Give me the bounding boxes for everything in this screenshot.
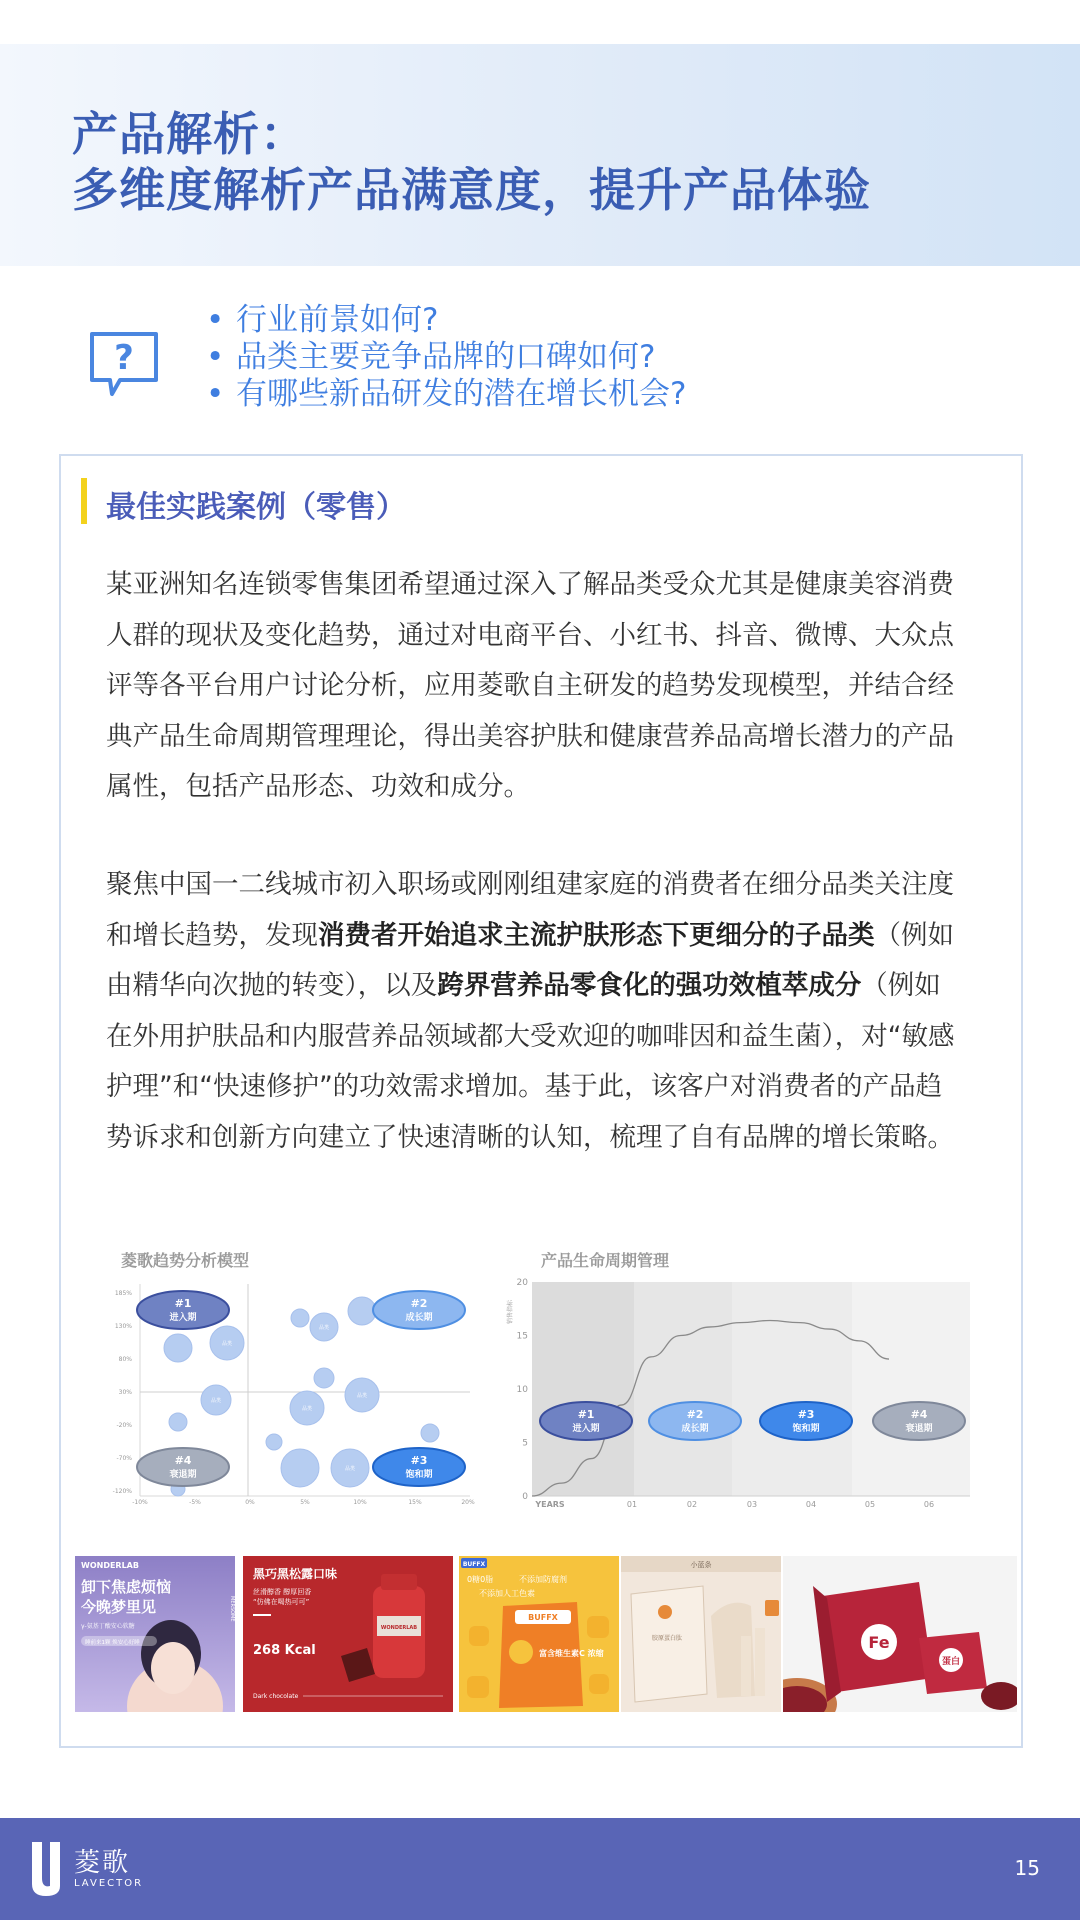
svg-text:今晚梦里见: 今晚梦里见 [81, 1598, 157, 1616]
bubble [164, 1334, 192, 1362]
svg-text:胶原蛋白肽: 胶原蛋白肽 [651, 1635, 683, 1642]
y-axis-label: 销售指标 [507, 1300, 514, 1325]
x-tick: 20% [461, 1499, 475, 1506]
product-thumbnails [75, 1556, 1017, 1712]
x-tick: 10% [353, 1499, 367, 1506]
trend-model-chart [100, 1270, 480, 1510]
bubble-label: 品类 [210, 1398, 222, 1404]
y-tick: 0 [522, 1492, 528, 1502]
svg-text:睡前来1颗 焕安心好睡: 睡前来1颗 焕安心好睡 [85, 1640, 140, 1646]
y-tick: 10 [516, 1385, 528, 1395]
trend-model-caption: 菱歌趋势分析模型 [121, 1251, 250, 1270]
x-tick: -5% [189, 1499, 201, 1506]
svg-text:进入期: 进入期 [169, 1313, 197, 1323]
svg-text:?: ? [114, 338, 134, 378]
svg-text:#2: #2 [686, 1408, 704, 1421]
svg-text:卸下焦虑烦恼: 卸下焦虑烦恼 [81, 1578, 172, 1596]
y-tick: 5 [522, 1438, 528, 1449]
y-tick: -120% [112, 1488, 132, 1495]
svg-text:#1: #1 [174, 1297, 192, 1310]
svg-text:268 Kcal: 268 Kcal [253, 1643, 316, 1658]
x-tick: 06 [923, 1500, 935, 1509]
svg-text:衰退期: 衰退期 [905, 1424, 933, 1434]
svg-text:饱和期: 饱和期 [792, 1424, 820, 1434]
svg-text:WONDERLAB: WONDERLAB [380, 1625, 418, 1631]
bubble-label: 品类 [344, 1466, 356, 1472]
svg-text:富含维生素C 浓缩: 富含维生素C 浓缩 [539, 1649, 604, 1658]
thumbnail-iron-candy [783, 1556, 1017, 1712]
thumbnail-buffx-gummy [459, 1556, 619, 1712]
y-tick: -20% [116, 1422, 132, 1429]
svg-text:MERSOME: MERSOME [229, 1596, 235, 1622]
logo-text-cn: 菱歌 [74, 1848, 131, 1878]
x-tick: -10% [132, 1499, 148, 1506]
case-paragraph-1: 某亚洲知名连锁零售集团希望通过深入了解品类受众尤其是健康美容消费人群的现状及变化趋势，通过对电商平台、小红书、抖音、微博、大众点评等各平台用户讨论分析，应用菱歌自主研发的趋势发现模型，并结合经典产品生命周期管理理论，得出美容护肤和健康营养品高增长潜力的产品属性，包括产品形态、功效和成分。 [106, 569, 954, 802]
svg-text:成长期: 成长期 [405, 1313, 433, 1323]
svg-text:BUFFX: BUFFX [528, 1613, 558, 1622]
svg-text:#2: #2 [410, 1297, 428, 1310]
svg-text:小蓝条: 小蓝条 [690, 1561, 712, 1569]
svg-text:蛋白: 蛋白 [941, 1657, 961, 1667]
svg-text:进入期: 进入期 [572, 1424, 600, 1434]
y-tick: 130% [114, 1323, 132, 1330]
svg-text:黑巧黑松露口味: 黑巧黑松露口味 [253, 1567, 338, 1581]
y-tick: -70% [116, 1455, 132, 1462]
lavector-logo-icon [28, 1840, 66, 1898]
svg-text:WONDERLAB: WONDERLAB [81, 1561, 139, 1570]
question-icon [86, 330, 162, 400]
bubble-label: 品类 [356, 1393, 368, 1399]
bubble [291, 1309, 309, 1327]
x-tick: 0% [245, 1499, 255, 1506]
accent-bar [81, 478, 87, 524]
svg-text:0糖0脂: 0糖0脂 [467, 1575, 494, 1584]
svg-text:成长期: 成长期 [681, 1424, 709, 1434]
x-tick: 03 [746, 1500, 758, 1509]
y-tick: 80% [118, 1356, 132, 1363]
svg-text:BUFFX: BUFFX [462, 1561, 486, 1568]
svg-text:饱和期: 饱和期 [405, 1470, 433, 1480]
svg-text:Fe: Fe [868, 1633, 890, 1652]
x-tick: 01 [626, 1500, 638, 1509]
svg-text:Dark chocolate: Dark chocolate [253, 1693, 299, 1700]
bubble-label: 品类 [318, 1325, 330, 1331]
svg-text:衰退期: 衰退期 [169, 1470, 197, 1480]
svg-text:不添加人工色素: 不添加人工色素 [479, 1589, 535, 1598]
page-number: 15 [1014, 1856, 1040, 1880]
bubble [281, 1449, 319, 1487]
question-item: • 有哪些新品研发的潜在增长机会? [206, 376, 687, 412]
page-title-line1: 产品解析： [72, 107, 307, 161]
bubble [169, 1413, 187, 1431]
bubble [348, 1297, 376, 1325]
page-title-line2: 多维度解析产品满意度，提升产品体验 [72, 163, 871, 217]
logo-text-en: LAVECTOR [74, 1878, 144, 1889]
bubble [314, 1368, 334, 1388]
thumbnail-collagen-box [621, 1556, 781, 1712]
stage-band-3 [732, 1282, 852, 1496]
lifecycle-chart [500, 1270, 980, 1510]
case-paragraph-2: 聚焦中国一二线城市初入职场或刚刚组建家庭的消费者在细分品类关注度和增长趋势，发现消费者开始追求主流护肤形态下更细分的子品类（例如由精华向次抛的转变），以及跨界营养品零食化的强功效植萃成分（例如在外用护肤品和内服营养品领域都大受欢迎的咖啡因和益生菌），对“敏感护理”和“快速修护”的功效需求增加。基于此，该客户对消费者的产品趋势诉求和创新方向建立了快速清晰的认知，梳理了自有品牌的增长策略。 [106, 869, 955, 1153]
footer [0, 1818, 1080, 1920]
svg-text:#3: #3 [797, 1408, 815, 1421]
lifecycle-caption: 产品生命周期管理 [541, 1251, 670, 1270]
bubble [266, 1434, 282, 1450]
y-tick: 30% [118, 1389, 132, 1396]
bubble [421, 1424, 439, 1442]
svg-text:“仿佛在喝热可可”: “仿佛在喝热可可” [253, 1598, 310, 1606]
x-tick: 15% [408, 1499, 422, 1506]
y-tick: 185% [114, 1290, 132, 1297]
svg-text:γ-氨基丁酸安心软糖: γ-氨基丁酸安心软糖 [81, 1623, 135, 1630]
svg-text:#4: #4 [174, 1454, 192, 1467]
x-axis-start: YEARS [535, 1500, 565, 1509]
question-list [206, 302, 686, 413]
question-item: • 行业前景如何? [206, 302, 439, 338]
x-tick: 5% [300, 1499, 310, 1506]
bubble-label: 品类 [221, 1341, 233, 1347]
stage-band-1 [532, 1282, 634, 1496]
svg-text:#4: #4 [910, 1408, 928, 1421]
svg-text:丝滑醇香 醇厚回香: 丝滑醇香 醇厚回香 [253, 1588, 312, 1596]
y-tick: 20 [516, 1278, 528, 1288]
stage-band-4 [852, 1282, 970, 1496]
stage-band-2 [634, 1282, 732, 1496]
svg-text:不添加防腐剂: 不添加防腐剂 [519, 1575, 567, 1584]
x-tick: 05 [864, 1500, 876, 1509]
svg-text:#1: #1 [577, 1408, 595, 1421]
x-tick: 04 [805, 1500, 817, 1509]
question-item: • 品类主要竞争品牌的口碑如何? [206, 339, 656, 375]
x-tick: 02 [686, 1500, 698, 1509]
case-title: 最佳实践案例（零售） [106, 490, 406, 525]
thumbnail-wonderlab-sleep [75, 1556, 235, 1712]
svg-text:#3: #3 [410, 1454, 428, 1467]
y-tick: 15 [516, 1331, 528, 1342]
thumbnail-chocolate-drink [243, 1556, 453, 1712]
bubble-label: 品类 [301, 1406, 313, 1412]
